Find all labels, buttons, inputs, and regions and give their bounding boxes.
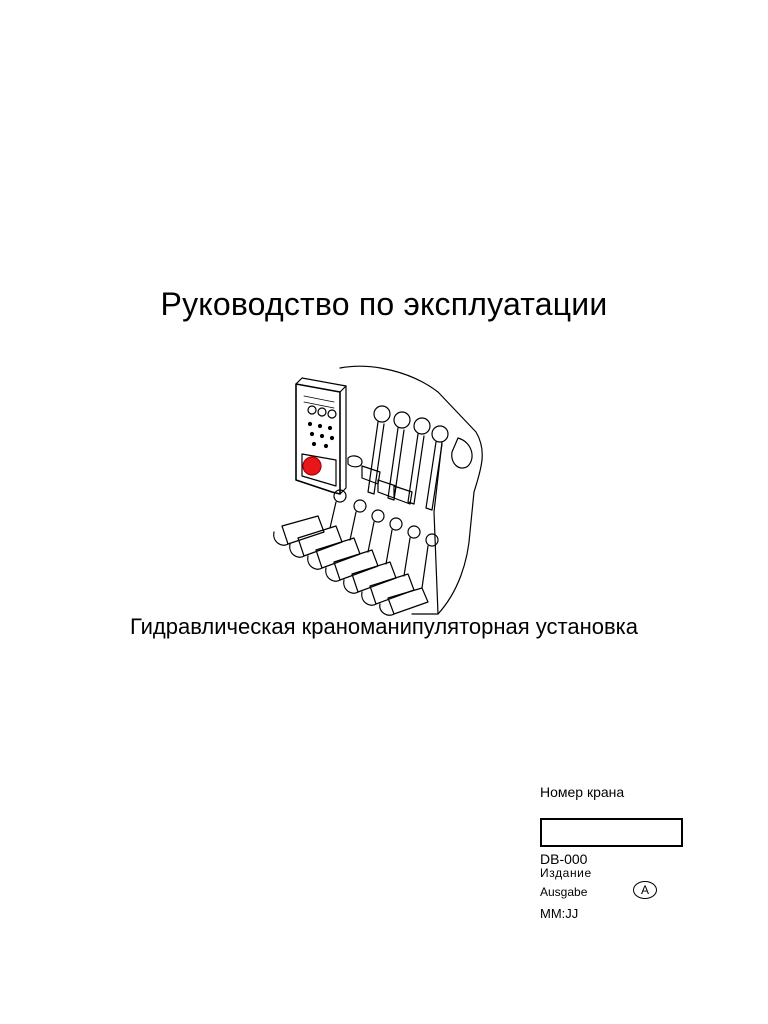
edition-label-ru: Издание bbox=[540, 866, 592, 880]
remote-control-box bbox=[296, 378, 346, 494]
document-subtitle: Гидравлическая краноманипуляторная установка bbox=[129, 614, 639, 639]
crane-number-label: Номер крана bbox=[540, 784, 625, 800]
date-code: MM:JJ bbox=[540, 906, 579, 921]
emergency-stop-button bbox=[303, 457, 321, 475]
document-title: Руководство по эксплуатации bbox=[160, 286, 608, 322]
control-panel-illustration bbox=[262, 362, 486, 618]
upper-levers bbox=[348, 406, 448, 510]
edition-label-de: Ausgabe bbox=[540, 885, 588, 899]
edition-letter-badge: A bbox=[633, 881, 657, 899]
crane-number-box bbox=[540, 818, 683, 847]
lower-levers bbox=[274, 490, 438, 615]
document-code: DB-000 bbox=[540, 851, 588, 867]
